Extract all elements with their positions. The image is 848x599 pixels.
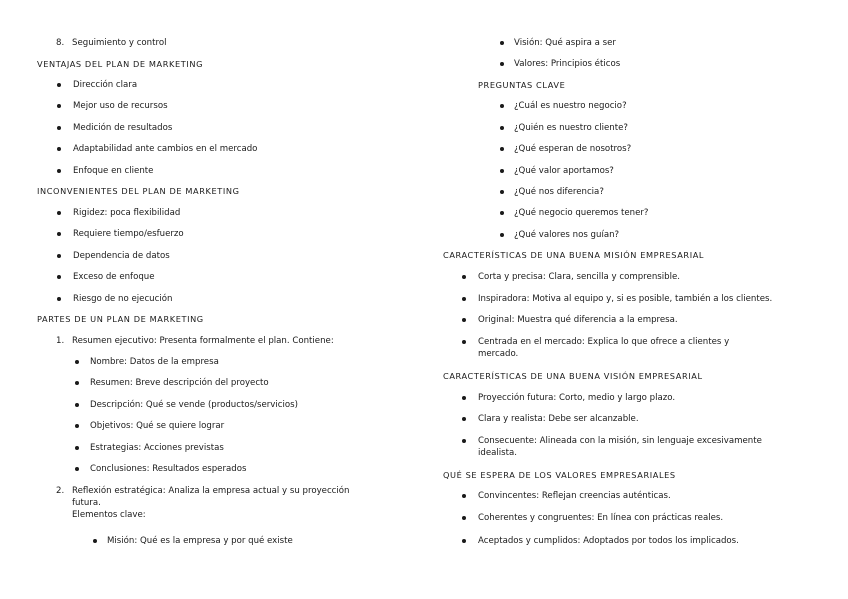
list-item: Original: Muestra qué diferencia a la empresa.: [478, 315, 678, 325]
list-item: Enfoque en cliente: [73, 166, 154, 176]
item-number: 2.: [56, 486, 65, 496]
list-item: Aceptados y cumplidos: Adoptados por todos los implicados.: [478, 536, 739, 546]
bullet-icon: [500, 126, 504, 130]
list-item: Riesgo de no ejecución: [73, 294, 173, 304]
bullet-icon: [500, 147, 504, 151]
bullet-icon: [57, 83, 61, 87]
list-item: Corta y precisa: Clara, sencilla y comprensible.: [478, 272, 680, 282]
list-item: Clara y realista: Debe ser alcanzable.: [478, 414, 639, 424]
list-item: Consecuente: Alineada con la misión, sin lenguaje excesivamente: [478, 436, 762, 446]
list-item: Reflexión estratégica: Analiza la empresa actual y su proyección: [72, 486, 350, 496]
list-item: Centrada en el mercado: Explica lo que ofrece a clientes y: [478, 337, 730, 347]
sub-item: Conclusiones: Resultados esperados: [90, 464, 247, 474]
list-item: Adaptabilidad ante cambios en el mercado: [73, 144, 258, 154]
bullet-icon: [57, 126, 61, 130]
bullet-icon: [462, 275, 466, 279]
list-item: Proyección futura: Corto, medio y largo plazo.: [478, 393, 676, 403]
question-item: ¿Qué negocio queremos tener?: [514, 208, 649, 218]
bullet-icon: [57, 232, 61, 236]
sub-item: Nombre: Datos de la empresa: [90, 357, 219, 367]
bullet-icon: [462, 297, 466, 301]
bullet-icon: [462, 318, 466, 322]
bullet-icon: [500, 104, 504, 108]
list-item-continuation: mercado.: [478, 349, 519, 359]
bullet-icon: [57, 297, 61, 301]
sub-item: Resumen: Breve descripción del proyecto: [90, 378, 269, 388]
question-item: ¿Qué nos diferencia?: [514, 187, 604, 197]
item-number: 8.: [56, 38, 65, 48]
list-item-continuation: futura.: [72, 498, 101, 508]
bullet-icon: [462, 494, 466, 498]
list-item: Convincentes: Reflejan creencias auténticas.: [478, 491, 671, 501]
list-item-continuation: idealista.: [478, 448, 518, 458]
question-item: ¿Cuál es nuestro negocio?: [514, 101, 627, 111]
bullet-icon: [462, 439, 466, 443]
bullet-icon: [462, 539, 466, 543]
list-item: Inspiradora: Motiva al equipo y, si es posible, también a los clientes.: [478, 294, 773, 304]
list-item: Exceso de enfoque: [73, 272, 155, 282]
list-item: Requiere tiempo/esfuerzo: [73, 229, 184, 239]
bullet-icon: [93, 539, 97, 543]
section-heading: QUÉ SE ESPERA DE LOS VALORES EMPRESARIALES: [443, 470, 676, 480]
bullet-icon: [500, 233, 504, 237]
bullet-icon: [500, 169, 504, 173]
bullet-icon: [75, 403, 79, 407]
bullet-icon: [462, 417, 466, 421]
sub-item: Misión: Qué es la empresa y por qué existe: [107, 536, 293, 546]
question-item: ¿Qué esperan de nosotros?: [514, 144, 632, 154]
section-heading: CARACTERÍSTICAS DE UNA BUENA VISIÓN EMPRESARIAL: [443, 371, 703, 381]
list-item: Mejor uso de recursos: [73, 101, 168, 111]
bullet-icon: [75, 360, 79, 364]
section-heading: CARACTERÍSTICAS DE UNA BUENA MISIÓN EMPRESARIAL: [443, 250, 705, 260]
question-item: ¿Qué valores nos guían?: [514, 230, 620, 240]
question-item: ¿Qué valor aportamos?: [514, 166, 614, 176]
section-heading: VENTAJAS DEL PLAN DE MARKETING: [37, 59, 204, 69]
sub-item: Descripción: Qué se vende (productos/servicios): [90, 400, 298, 410]
bullet-icon: [462, 396, 466, 400]
list-item: Coherentes y congruentes: En línea con prácticas reales.: [478, 513, 724, 523]
bullet-icon: [75, 467, 79, 471]
bullet-icon: [500, 211, 504, 215]
bullet-icon: [57, 147, 61, 151]
bullet-icon: [462, 340, 466, 344]
bullet-icon: [75, 446, 79, 450]
item-number: 1.: [56, 336, 65, 346]
bullet-icon: [57, 169, 61, 173]
list-item: Dependencia de datos: [73, 251, 170, 261]
section-heading: INCONVENIENTES DEL PLAN DE MARKETING: [37, 186, 240, 196]
bullet-icon: [500, 41, 504, 45]
bullet-icon: [500, 190, 504, 194]
bullet-icon: [75, 381, 79, 385]
sub-item: Objetivos: Qué se quiere lograr: [90, 421, 225, 431]
sub-item: Estrategias: Acciones previstas: [90, 443, 224, 453]
bullet-icon: [500, 62, 504, 66]
list-item: Medición de resultados: [73, 123, 173, 133]
bullet-icon: [57, 211, 61, 215]
question-item: ¿Quién es nuestro cliente?: [514, 123, 628, 133]
section-heading: PARTES DE UN PLAN DE MARKETING: [37, 314, 204, 324]
list-item: Rigidez: poca flexibilidad: [73, 208, 181, 218]
list-item: Seguimiento y control: [72, 38, 167, 48]
section-heading: PREGUNTAS CLAVE: [478, 80, 566, 90]
list-item: Dirección clara: [73, 80, 138, 90]
bullet-icon: [462, 516, 466, 520]
list-item-subtitle: Elementos clave:: [72, 510, 146, 520]
bullet-icon: [57, 254, 61, 258]
bullet-icon: [75, 424, 79, 428]
sub-item: Valores: Principios éticos: [514, 59, 621, 69]
sub-item: Visión: Qué aspira a ser: [514, 38, 616, 48]
list-item: Resumen ejecutivo: Presenta formalmente el plan. Contiene:: [72, 336, 334, 346]
bullet-icon: [57, 104, 61, 108]
bullet-icon: [57, 275, 61, 279]
